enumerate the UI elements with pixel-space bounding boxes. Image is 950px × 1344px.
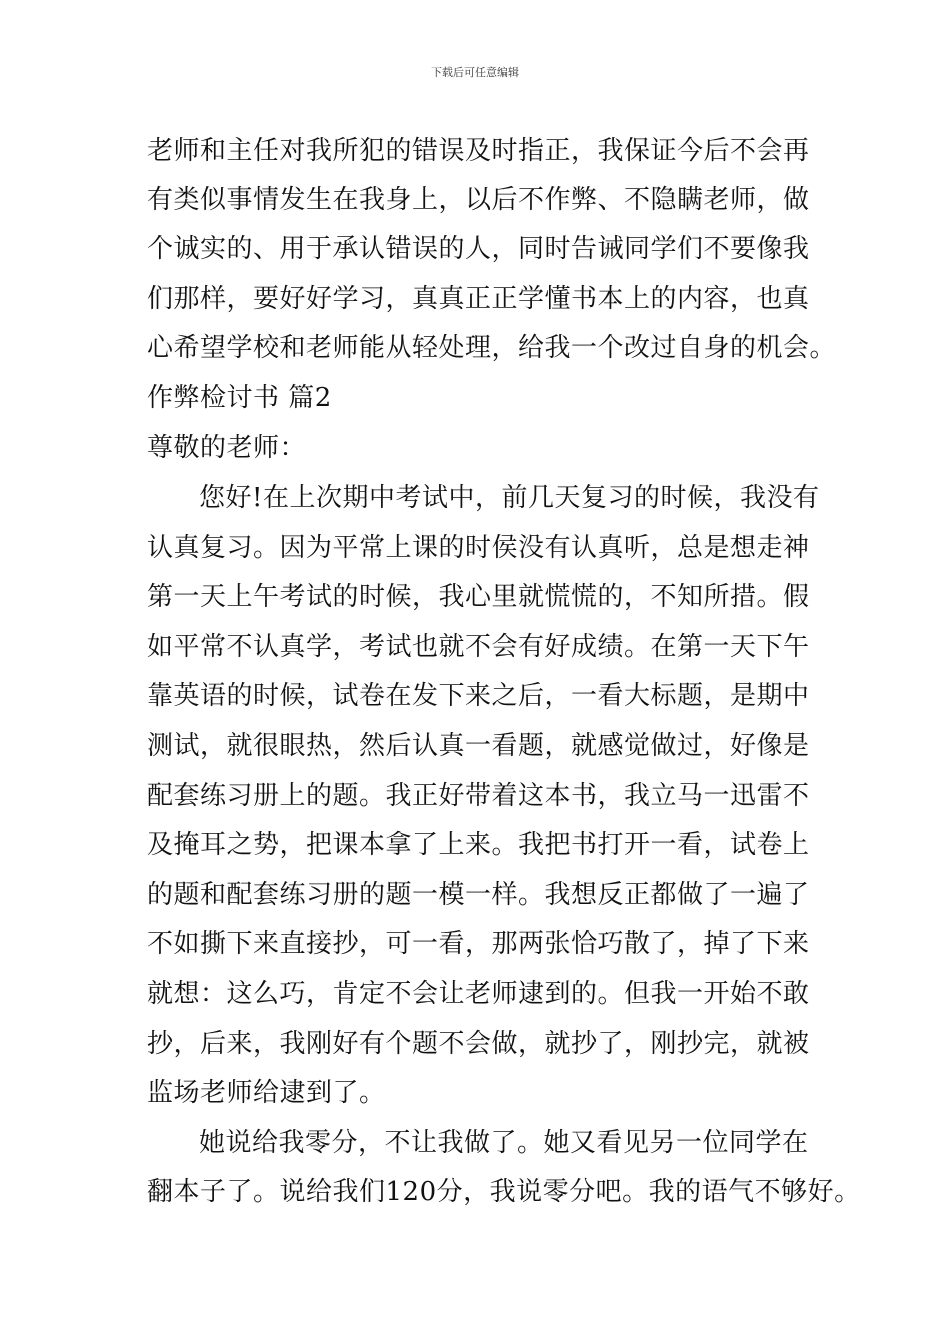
- text-line: 翻本子了。说给我们120分，我说零分吧。我的语气不够好。: [147, 1177, 861, 1207]
- text-line: 认真复习。因为平常上课的时侯没有认真听，总是想走神: [147, 533, 810, 563]
- text-line: 如平常不认真学，考试也就不会有好成绩。在第一天下午: [147, 632, 810, 662]
- text-line: 老师和主任对我所犯的错误及时指正，我保证今后不会再: [147, 136, 810, 166]
- text-line: 们那样，要好好学习，真真正正学懂书本上的内容，也真: [147, 284, 810, 314]
- text-line: 第一天上午考试的时候，我心里就慌慌的，不知所措。假: [147, 582, 810, 612]
- text-line: 的题和配套练习册的题一模一样。我想反正都做了一遍了: [147, 880, 810, 910]
- text-line: 不如撕下来直接抄，可一看，那两张恰巧散了，掉了下来: [147, 929, 810, 959]
- text-line: 测试，就很眼热，然后认真一看题，就感觉做过，好像是: [147, 731, 810, 761]
- text-line: 靠英语的时候，试卷在发下来之后，一看大标题，是期中: [147, 681, 810, 711]
- text-line: 监场老师给逮到了。: [147, 1078, 386, 1108]
- paragraph-start-line: 她说给我零分，不让我做了。她又看见另一位同学在: [199, 1128, 809, 1158]
- text-line: 有类似事情发生在我身上，以后不作弊、不隐瞒老师，做: [147, 185, 810, 215]
- salutation: 尊敬的老师：: [147, 433, 307, 463]
- text-line: 及掩耳之势，把课本拿了上来。我把书打开一看，试卷上: [147, 830, 810, 860]
- page-header-note: 下载后可任意编辑: [431, 66, 519, 79]
- text-line: 抄，后来，我刚好有个题不会做，就抄了，刚抄完，就被: [147, 1029, 810, 1059]
- text-line: 心希望学校和老师能从轻处理，给我一个改过自身的机会。: [147, 333, 837, 363]
- text-line: 配套练习册上的题。我正好带着这本书，我立马一迅雷不: [147, 781, 810, 811]
- paragraph-start-line: 您好!在上次期中考试中，前几天复习的时候，我没有: [199, 483, 820, 513]
- text-line: 就想：这么巧，肯定不会让老师逮到的。但我一开始不敢: [147, 979, 810, 1009]
- text-line: 个诚实的、用于承认错误的人，同时告诫同学们不要像我: [147, 234, 810, 264]
- section-title: 作弊检讨书 篇2: [147, 383, 332, 413]
